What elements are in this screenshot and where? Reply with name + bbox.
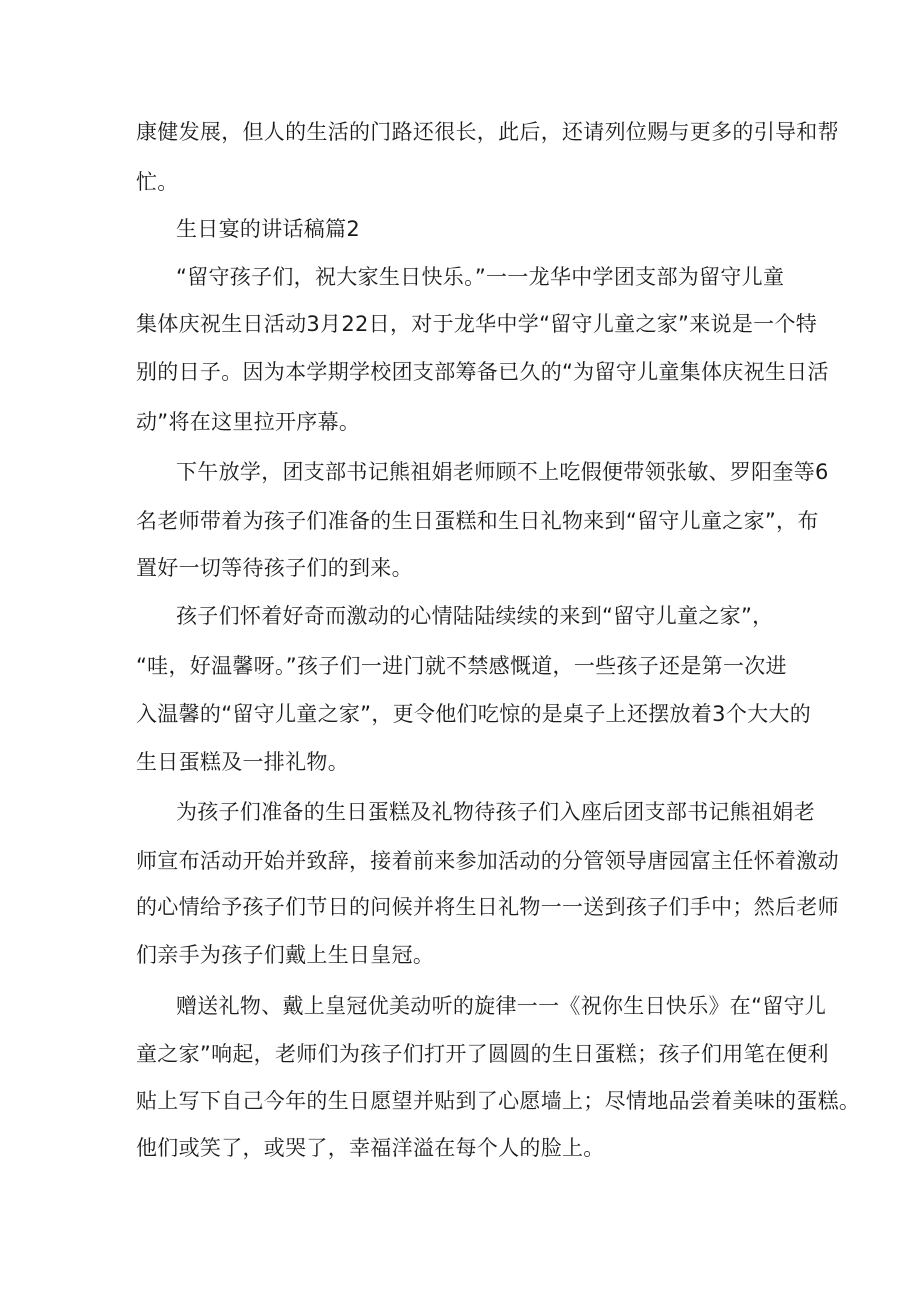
text-line: 动”将在这里拉开序幕。 — [136, 410, 361, 434]
text-line: 师宣布活动开始并致辞，接着前来参加活动的分管领导唐园富主任怀着激动 — [136, 849, 839, 873]
text-line: 忙。 — [136, 170, 179, 194]
text-line: “留守孩子们，祝大家生日快乐。”一一龙华中学团支部为留守儿童 — [176, 265, 785, 289]
section-heading: 生日宴的讲话稿篇2 — [176, 217, 361, 241]
text-line: 的心情给予孩子们节日的问候并将生日礼物一一送到孩子们手中；然后老师 — [136, 895, 839, 919]
text-line: 入温馨的“留守儿童之家”，更令他们吃惊的是桌子上还摆放着3个大大的 — [136, 702, 812, 726]
text-line: 他们或笑了，或哭了，幸福洋溢在每个人的脸上。 — [136, 1136, 605, 1160]
text-line: 置好一切等待孩子们的到来。 — [136, 556, 413, 580]
text-line: 孩子们怀着好奇而激动的心情陆陆续续的来到“留守儿童之家”， — [176, 604, 774, 628]
text-line: 下午放学，团支部书记熊祖娟老师顾不上吃假便带领张敏、罗阳奎等6 — [176, 460, 829, 484]
text-line: 童之家”响起，老师们为孩子们打开了圆圆的生日蛋糕；孩子们用笔在便利 — [136, 1042, 829, 1066]
text-line: 们亲手为孩子们戴上生日皇冠。 — [136, 943, 435, 967]
text-line: “哇，好温馨呀。”孩子们一进门就不禁感慨道，一些孩子还是第一次进 — [136, 654, 787, 678]
text-line: 贴上写下自己今年的生日愿望并贴到了心愿墙上；尽情地品尝着美味的蛋糕。 — [136, 1089, 861, 1113]
text-line: 别的日子。因为本学期学校团支部筹备已久的“为留守儿童集体庆祝生日活 — [136, 360, 829, 384]
text-line: 名老师带着为孩子们准备的生日蛋糕和生日礼物来到“留守儿童之家”，布 — [136, 509, 819, 533]
text-line: 集体庆祝生日活动3月22日，对于龙华中学“留守儿童之家”来说是一个特 — [136, 312, 818, 336]
text-line: 为孩子们准备的生日蛋糕及礼物待孩子们入座后团支部书记熊祖娟老 — [176, 800, 815, 824]
text-line: 康健发展，但人的生活的门路还很长，此后，还请列位赐与更多的引导和帮 — [136, 120, 839, 144]
text-line: 生日蛋糕及一排礼物。 — [136, 750, 349, 774]
text-line: 赠送礼物、戴上皇冠优美动听的旋律一一《祝你生日快乐》在“留守儿 — [176, 994, 827, 1018]
